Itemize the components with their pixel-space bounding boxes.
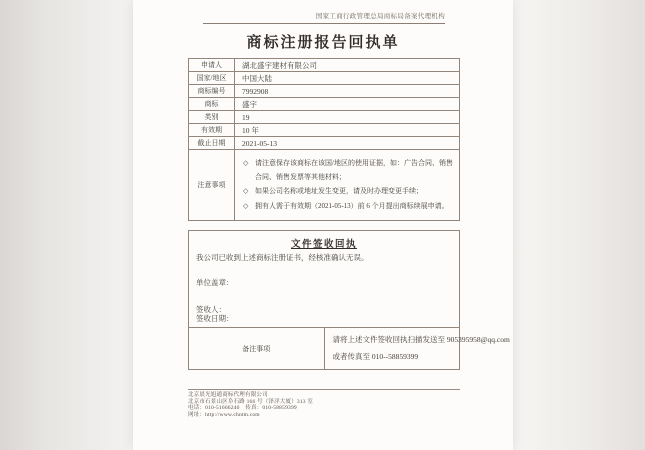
table-row-trademark-number	[189, 85, 460, 98]
note-text: 请注意保存该商标在该国/地区的使用证据，如：广告合同、销售合同、销售发票等其他材料；	[255, 159, 453, 181]
note-item	[242, 200, 454, 214]
field-value-class: 19	[235, 111, 460, 124]
field-value-validity: 10 年	[235, 124, 460, 137]
agency-header-line: 国家工商行政管理总局商标局备案代理机构	[203, 13, 445, 24]
footer-address: 北京市石景山区阜石路 166 号（泽洋大厦）313 室	[188, 398, 314, 405]
sign-date-label: 签收日期：	[196, 314, 234, 323]
field-label-trademark-number: 商标编号	[189, 85, 235, 98]
remark-cell	[324, 328, 510, 370]
table-row-trademark	[189, 98, 460, 111]
field-value-expiry: 2021-05-13	[235, 137, 460, 150]
remark-label: 备注事项	[189, 328, 325, 370]
table-row-validity	[189, 124, 460, 137]
receipt-cell-content	[189, 231, 459, 327]
receipt-statement: 我公司已收到上述商标注册证书，经核准确认无误。	[196, 253, 369, 262]
diamond-bullet-icon: ◇	[243, 201, 249, 210]
footer-company: 北京晨光旭通商标代理有限公司	[188, 392, 268, 398]
field-value-applicant: 湖北盛宇建材有限公司	[235, 59, 460, 72]
receipt-table	[188, 230, 510, 370]
field-value-trademark: 盛宇	[235, 98, 460, 111]
receipt-row	[189, 231, 460, 328]
field-label-class: 类别	[189, 111, 235, 124]
footer-phone-fax: 电话：010-51666240 传真：010-58859399	[188, 405, 297, 412]
document-title: 商标注册报告回执单	[246, 35, 400, 51]
table-row-country	[189, 72, 460, 85]
note-item	[242, 185, 454, 199]
field-label-notes: 注意事项	[189, 150, 235, 221]
field-label-country: 国家/地区	[189, 72, 235, 85]
field-label-applicant: 申请人	[189, 59, 235, 72]
remark-line-email: 请将上述文件签收回执扫描发送至 905395958@qq.com	[332, 335, 510, 344]
table-row-class	[189, 111, 460, 124]
receipt-cell	[189, 231, 460, 328]
note-item	[242, 157, 454, 184]
diamond-bullet-icon: ◇	[243, 187, 249, 195]
field-label-validity: 有效期	[189, 124, 235, 137]
seal-label: 单位盖章：	[196, 278, 234, 287]
diamond-bullet-icon: ◇	[243, 159, 249, 167]
table-row-notes	[189, 150, 460, 221]
field-label-trademark: 商标	[189, 98, 235, 111]
footer-website: 网址：http://www.chntm.com	[188, 411, 260, 418]
field-value-country: 中国大陆	[235, 72, 460, 85]
table-row-applicant	[189, 59, 460, 72]
document-page	[133, 0, 513, 450]
notes-cell	[235, 150, 460, 221]
field-label-expiry: 截止日期	[189, 137, 235, 150]
signer-label: 签收人：	[196, 305, 226, 314]
note-text: 如果公司名称或地址发生变更，请及时办理变更手续；	[255, 187, 423, 195]
trademark-info-table	[188, 58, 460, 221]
remark-row	[189, 328, 460, 370]
receipt-title: 文件签收回执	[290, 240, 357, 250]
remark-line-fax: 或者传真至 010--58859399	[332, 352, 419, 361]
agency-footer	[188, 389, 460, 418]
field-value-trademark-number: 7992908	[235, 85, 460, 98]
table-row-expiry	[189, 137, 460, 150]
note-text: 拥有人需于有效期（2021-05-13）前 6 个月提出商标续展申请。	[255, 201, 449, 210]
